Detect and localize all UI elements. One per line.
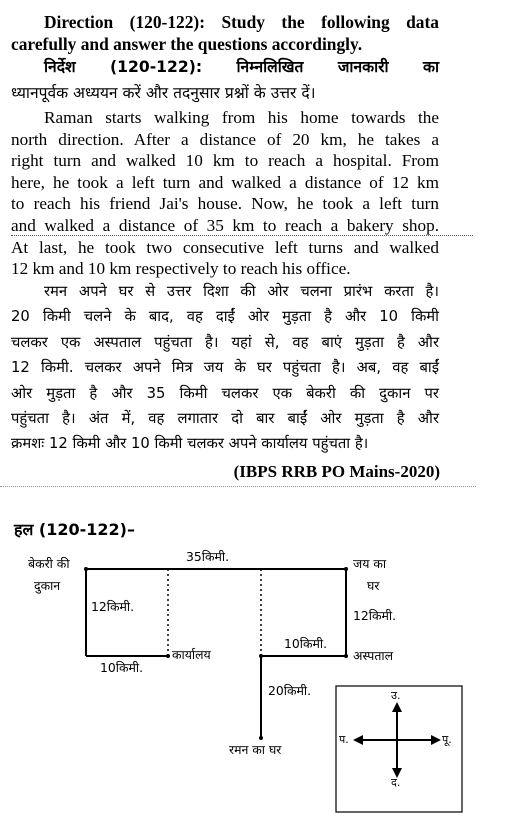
- passage-hi-line: रमन अपने घर से उत्तर दिशा की ओर चलना प्रारंभ करता है।: [44, 283, 439, 300]
- compass-south-label: द.: [391, 776, 401, 789]
- label-distance-12-left: 12किमी.: [91, 599, 135, 614]
- passage-en-line: 12 km and 10 km respectively to reach his office.: [11, 259, 351, 279]
- solution-heading: हल (120-122)–: [14, 520, 135, 539]
- passage-hi-line: क्रमशः 12 किमी और 10 किमी चलकर अपने कार्यालय पहुंचता है।: [11, 435, 369, 453]
- label-jai: जय का: [353, 556, 387, 571]
- label-bakery: बेकरी की: [28, 556, 70, 571]
- passage-en-line: north direction. After a distance of 20 km, he takes a: [11, 129, 439, 149]
- direction-hi-line: निर्देश (120-122): निम्नलिखित जानकारी का: [44, 58, 439, 76]
- label-bakery-2: दुकान: [34, 578, 61, 593]
- point-home: [259, 736, 263, 740]
- exam-source: (IBPS RRB PO Mains-2020): [233, 462, 440, 481]
- passage-hi-line: 12 किमी. चलकर अपने मित्र जय के घर पहुंचता है। अब, वह बाईं: [11, 359, 439, 377]
- passage-hi-line: चलकर एक अस्पताल पहुंचता है। यहां से, वह बाएं मुड़ता है और: [11, 333, 439, 351]
- passage-en-line: right turn and walked 10 km to reach a hospital. From: [11, 151, 439, 171]
- passage-en-line: here, he took a left turn and walked a distance of 12 km: [11, 172, 439, 192]
- label-distance-20: 20किमी.: [268, 683, 312, 698]
- point-hospital: [344, 654, 348, 658]
- label-distance-10-bottom: 10किमी.: [100, 660, 144, 675]
- label-jai-2: घर: [367, 578, 380, 593]
- passage-en-line: At last, he took two consecutive left turns and walked: [11, 237, 439, 257]
- passage-hi-line: ओर मुड़ता है और 35 किमी चलकर एक बेकरी की दुकान पर: [11, 384, 439, 402]
- direction-en-line: carefully and answer the questions accordingly.: [11, 34, 363, 54]
- label-distance-12-right: 12किमी.: [353, 608, 397, 623]
- west-arrow-icon: [353, 735, 363, 745]
- point-bakery: [84, 567, 88, 571]
- label-hospital: अस्पताल: [353, 648, 393, 663]
- label-distance-35: 35किमी.: [186, 549, 230, 564]
- passage-hi-line: 20 किमी चलने के बाद, वह दाईं ओर मुड़ता है और 10 किमी: [11, 308, 439, 326]
- point-jai-house: [344, 567, 348, 571]
- compass-box: [336, 686, 462, 812]
- passage-en-line: Raman starts walking from his home towards the: [44, 108, 439, 127]
- label-home: रमन का घर: [229, 742, 282, 757]
- compass-north-label: उ.: [391, 689, 401, 702]
- label-distance-10-mid: 10किमी.: [284, 636, 328, 651]
- direction-en-line: Direction (120-122): Study the following data: [44, 12, 439, 32]
- direction-hi-line: ध्यानपूर्वक अध्ययन करें और तदनुसार प्रश्नों के उत्तर दें।: [11, 83, 316, 102]
- compass-east-label: पू.: [442, 733, 452, 746]
- compass-west-label: प.: [339, 733, 349, 746]
- passage-en-line: to reach his friend Jai's house. Now, he took a left turn: [11, 194, 439, 214]
- passage-hi-line: पहुंचता है। अंत में, वह लगातार दो बार बाईं ओर मुड़ता है और: [11, 410, 439, 428]
- passage-en-line: and walked a distance of 35 km to reach a bakery shop.: [11, 215, 439, 235]
- point-office: [166, 654, 170, 658]
- label-office: कार्यालय: [172, 647, 211, 662]
- point-turn: [259, 654, 263, 658]
- east-arrow-icon: [431, 735, 441, 745]
